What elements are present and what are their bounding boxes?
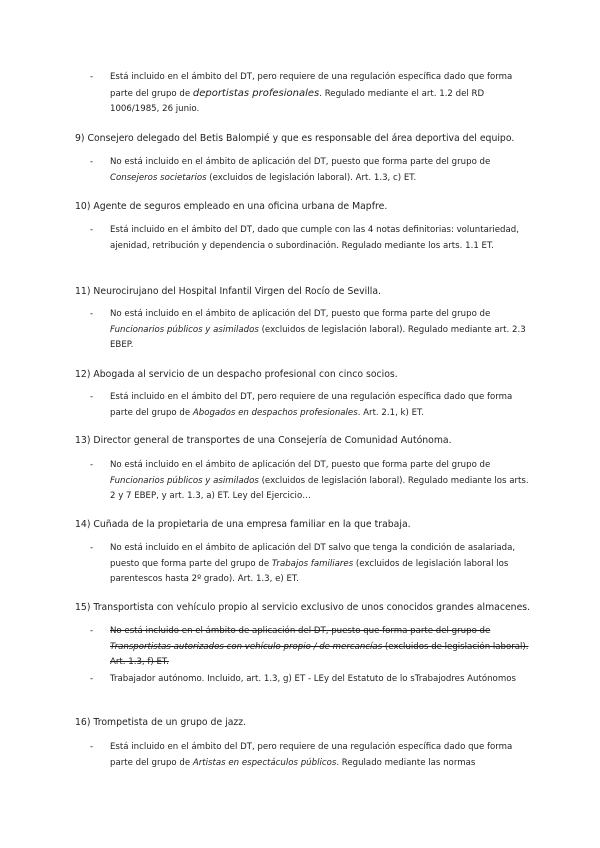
text-segment: Está incluido en el ámbito del DT, pero requiere de una regulación específica dado que forma parte del grupo de: [110, 742, 513, 768]
answer-text: [110, 155, 530, 186]
bullet-dash: -: [90, 309, 94, 319]
answer-text: [110, 740, 530, 771]
text-segment: No está incluido en el ámbito de aplicación del DT, puesto que forma parte del grupo de: [110, 309, 491, 319]
italic-term: Consejeros societarios: [110, 172, 207, 183]
bullet-dash: -: [90, 742, 94, 752]
question-14: 14) Cuñada de la propietaria de una empresa familiar en la que trabaja.: [75, 519, 411, 530]
answer-text: [110, 624, 530, 671]
list-item: [90, 740, 530, 771]
italic-term: Abogados en despachos profesionales: [192, 407, 358, 418]
list-item: [90, 390, 530, 421]
answer-text: [110, 70, 530, 118]
text-segment: (excluidos de legislación laboral). Art. 1.3, f) ET.: [110, 641, 529, 667]
bullet-dash: -: [90, 543, 94, 553]
bullet-dash: -: [90, 626, 94, 636]
question-9: 9) Consejero delegado del Betis Balompié y que es responsable del área deportiva del equipo.: [75, 133, 515, 144]
text-segment: No está incluido en el ámbito de aplicación del DT, puesto que forma parte del grupo de: [110, 157, 491, 167]
text-segment: Está incluido en el ámbito del DT, dado que cumple con las 4 notas definitorias: voluntariedad, ajenidad, retribución y dependencia o subordinación. Regulado mediante los arts. 1.1 ET.: [110, 225, 519, 251]
question-15: 15) Transportista con vehículo propio al servicio exclusivo de unos conocidos grandes almacenes.: [75, 602, 531, 613]
bullet-dash: -: [90, 157, 94, 167]
italic-term: deportistas profesionales: [192, 87, 320, 99]
bullet-dash: -: [90, 225, 94, 235]
italic-term: Funcionarios públicos y asimilados: [110, 324, 259, 335]
answer-text: [110, 390, 530, 421]
text-segment: No está incluido en el ámbito de aplicación del DT, puesto que forma parte del grupo de: [110, 460, 491, 470]
question-11: 11) Neurocirujano del Hospital Infantil Virgen del Rocío de Sevilla.: [75, 286, 382, 297]
question-13: 13) Director general de transportes de una Consejería de Comunidad Autónoma.: [75, 435, 452, 446]
text-segment: (excluidos de legislación laboral). Regulado mediante los arts. 2 y 7 EBEP, y art. 1.3, a) ET. Ley del Ejercicio…: [110, 475, 529, 501]
list-item: [90, 672, 530, 688]
text-segment: Está incluido en el ámbito del DT, pero requiere de una regulación específica dado que forma parte del grupo de: [110, 392, 513, 418]
text-segment: (excluidos de legislación laboral). Regulado mediante art. 2.3 EBEP.: [110, 324, 526, 350]
bullet-dash: -: [90, 72, 94, 82]
italic-term: Trabajos familiares: [271, 558, 354, 569]
text-segment: No está incluido en el ámbito de aplicación del DT, puesto que forma parte del grupo de: [110, 626, 491, 636]
text-segment: (excluidos de legislación laboral los parentescos hasta 2º grado). Art. 1.3, e) ET.: [110, 558, 509, 584]
italic-term: Funcionarios públicos y asimilados: [110, 475, 259, 486]
answer-text: [110, 307, 530, 354]
answer-text: [110, 672, 530, 688]
list-item-struck: [90, 624, 530, 671]
question-16: 16) Trompetista de un grupo de jazz.: [75, 717, 247, 728]
text-segment: Trabajador autónomo. Incluido, art. 1.3, g) ET - LEy del Estatuto de lo sTrabajodres Autónomos: [110, 674, 516, 684]
text-segment: . Regulado mediante el art. 1.2 del RD 1006/1985, 26 junio.: [110, 88, 485, 114]
list-item: [90, 541, 530, 588]
text-segment: No está incluido en el ámbito de aplicación del DT salvo que tenga la condición de asalariada, puesto que forma parte del grupo de: [110, 543, 516, 569]
bullet-dash: -: [90, 392, 94, 402]
bullet-dash: -: [90, 460, 94, 470]
list-item: [90, 155, 530, 186]
text-segment: . Art. 2.1, k) ET.: [357, 407, 424, 418]
italic-term: Artistas en espectáculos públicos: [192, 757, 337, 768]
question-12: 12) Abogada al servicio de un despacho profesional con cinco socios.: [75, 369, 398, 380]
text-segment: (excluidos de legislación laboral). Art. 1.3, c) ET.: [206, 172, 417, 183]
list-item: [90, 307, 530, 354]
list-item: [90, 70, 530, 118]
italic-term: Transportistas autorizados con vehículo propio / de mercancías: [110, 641, 383, 652]
answer-text: [110, 541, 530, 588]
list-item: [90, 458, 530, 505]
answer-text: [110, 223, 530, 254]
question-10: 10) Agente de seguros empleado en una oficina urbana de Mapfre.: [75, 201, 388, 212]
text-segment: Está incluido en el ámbito del DT, pero requiere de una regulación específica dado que forma parte del grupo de: [110, 72, 513, 99]
bullet-dash: -: [90, 674, 94, 684]
list-item: [90, 223, 530, 254]
text-segment: . Regulado mediante las normas: [336, 757, 476, 768]
answer-text: [110, 458, 530, 505]
